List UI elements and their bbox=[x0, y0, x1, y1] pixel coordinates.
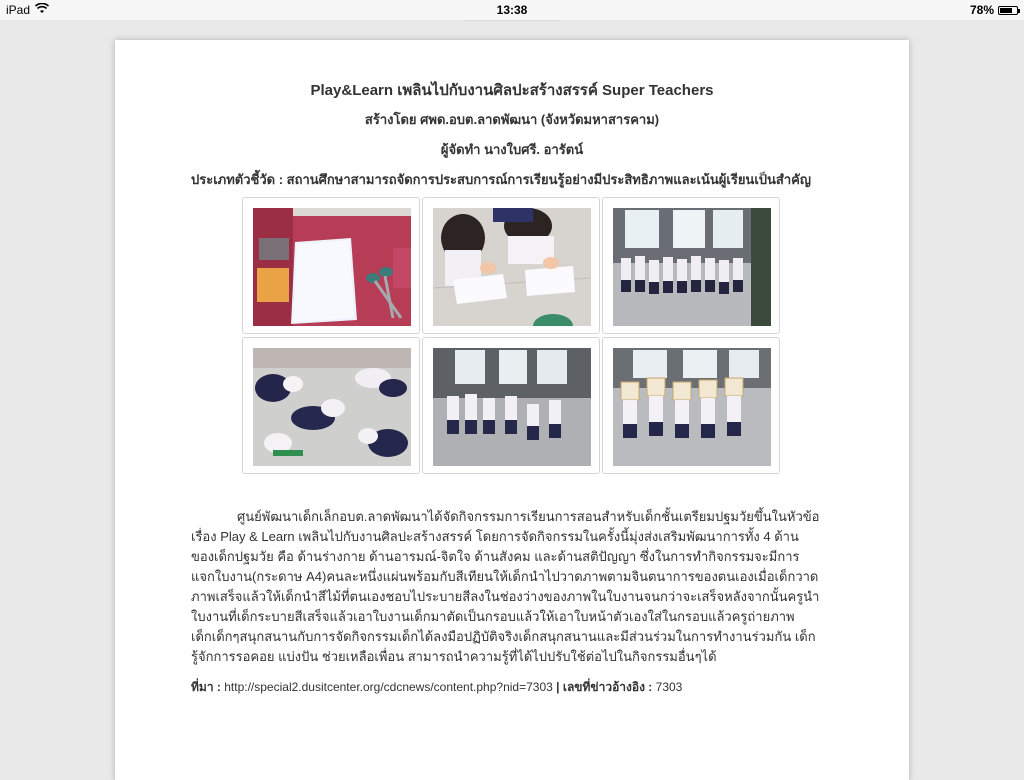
gallery-photo-4[interactable] bbox=[242, 337, 420, 474]
indicator-type: ประเภทตัวชี้วัด : สถานศึกษาสามารถจัดการประสบการณ์การเรียนรู้อย่างมีประสิทธิภาพและเน้นผู้เรียนเป็นสำคัญ bbox=[191, 172, 811, 187]
photo-craft-materials bbox=[253, 208, 411, 326]
ref-number: 7303 bbox=[655, 680, 683, 694]
body-line: เรื่อง Play & Learn เพลินไปกับงานศิลปะสร้างสรรค์ โดยการจัดกิจกรรมในครั้งนี้มุ่งส่งเสริมพัฒนาการทั้ง 4 ด้าน bbox=[191, 529, 799, 544]
gallery-photo-1[interactable] bbox=[242, 197, 420, 334]
battery-icon bbox=[998, 6, 1018, 15]
photo-kids-holding-frames bbox=[613, 348, 771, 466]
divider bbox=[462, 20, 562, 21]
article-page[interactable] bbox=[115, 40, 909, 780]
battery-percent: 78% bbox=[969, 3, 994, 17]
body-line: ใบงานที่เด็กระบายสีเสร็จแล้วเอาใบงานเด็กมาตัดเป็นกรอบแล้วให้เอาใบหน้าตัวเองใส่ในกรอบแล้วครูถ่ายภาพ bbox=[191, 609, 795, 624]
photo-group-window bbox=[613, 208, 771, 326]
article-body bbox=[191, 507, 841, 667]
article-creator: สร้างโดย ศพด.อบต.ลาดพัฒนา (จังหวัดมหาสารคาม) bbox=[364, 112, 660, 127]
ref-label: เลขที่ข่าวอ้างอิง : bbox=[562, 680, 653, 694]
status-bar bbox=[0, 0, 1024, 20]
photo-gallery bbox=[242, 197, 782, 477]
source-link[interactable]: http://special2.dusitcenter.org/cdcnews/content.php?nid=7303 bbox=[224, 680, 553, 694]
device-label: iPad bbox=[6, 3, 31, 17]
body-line: ศูนย์พัฒนาเด็กเล็กอบต.ลาดพัฒนาได้จัดกิจกรรมการเรียนการสอนสำหรับเด็กชั้นเตรียมปฐมวัยขึ้นในหัวข้อ bbox=[237, 509, 820, 524]
gallery-photo-2[interactable] bbox=[422, 197, 600, 334]
source-line bbox=[191, 678, 682, 697]
body-line: ภาพเสร็จแล้วให้เด็กนำสีไม้ที่ตนเองชอบไประบายสีลงในช่องว่างของภาพในใบงานจนกว่าจะเสร็จหลังจากนั้นครูนำ bbox=[191, 589, 820, 604]
body-line: รู้จักการรอคอย แบ่งปัน ช่วยเหลือเพื่อน สามารถนำความรู้ที่ได้ไปปรับใช้ต่อไปในกิจกรรมอื่นๆได้ bbox=[191, 649, 717, 664]
clock: 13:38 bbox=[496, 3, 528, 17]
body-line: แจกใบงาน(กระดาษ A4)คนละหนึ่งแผ่นพร้อมกับสีเทียนให้เด็กนำไปวาดภาพตามจินตนาการของตนเองเมื่อเด็กวาด bbox=[191, 569, 819, 584]
gallery-photo-5[interactable] bbox=[422, 337, 600, 474]
body-line: เด็กเด็กๆสนุกสนานกับการจัดกิจกรรมเด็กได้ลงมือปฏิบัติจริงเด็กสนุกสนานและมีส่วนร่วมในการทำงานร่วมกัน เด็ก bbox=[191, 629, 816, 644]
article-title: Play&Learn เพลินไปกับงานศิลปะสร้างสรรค์ Super Teachers bbox=[310, 82, 714, 99]
photo-kids-drawing bbox=[433, 208, 591, 326]
photo-kids-floor bbox=[253, 348, 411, 466]
article-author: ผู้จัดทำ นางใบศรี. อารัตน์ bbox=[440, 142, 584, 157]
gallery-photo-3[interactable] bbox=[602, 197, 780, 334]
photo-kids-frames bbox=[433, 348, 591, 466]
body-line: ของเด็กปฐมวัย คือ ด้านร่างกาย ด้านอารมณ์-จิตใจ ด้านสังคม และด้านสติปัญญา ซึ่งในการทำกิจกรรมจะมีการ bbox=[191, 549, 800, 564]
separator: | bbox=[556, 680, 560, 694]
gallery-photo-6[interactable] bbox=[602, 337, 780, 474]
source-label: ที่มา : bbox=[191, 680, 221, 694]
